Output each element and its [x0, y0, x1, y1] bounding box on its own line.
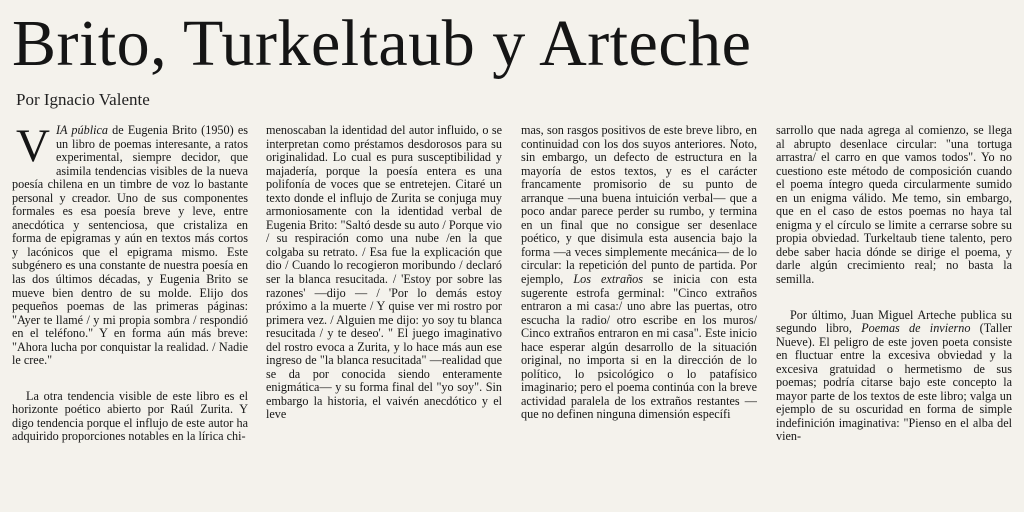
text-column-3: [521, 124, 757, 512]
text-column-2: [266, 124, 502, 512]
book-title-italic: IA pública: [55, 124, 108, 137]
paragraph: [12, 124, 248, 368]
paragraph: [776, 309, 1012, 444]
article-byline: Por Ignacio Valente: [16, 90, 150, 109]
paragraph: La otra tendencia visible de este libro es el horizonte poético abierto por Raúl Zurita. Y digo tendencia porque el influjo de este autor ha adquirido proporciones notables en la lírica chi-: [12, 388, 248, 444]
text-column-1: [12, 124, 248, 512]
paragraph-text: mas, son rasgos positivos de este breve libro, en continuidad con los dos suyos anteriores. Noto, sin embargo, un defecto de estructura en la mayoría de estos textos, y es el carácter francamente promisorio de su punto de arranque —una buena intuición verbal— que a poco andar parece perder su rumbo, y termina en un final que no consigue ser desenlace poético, y que disimula esta ausencia bajo la forma —a veces simplemente mecánica— de lo circular: la repetición del punto de partida. Por ejemplo,: [521, 124, 757, 287]
paragraph: menoscaban la identidad del autor influido, o se interpretan como préstamos desdorosos para su originalidad. Lo cual es pura susceptibilidad y majadería, porque la poesía entera es una polifonía de voces que se entretejen. Citaré un texto donde el influjo de Zurita se conjuga muy armoniosamente con la identidad verbal de Eugenia Brito: "Saltó desde su auto / Porque vio / su respiración como una nube /en la que colgaba su retrato. / Esa fue la explicación que dio / Cuando lo recogieron moribundo / declaró ser la blanca resucitada. / 'Estoy por sobre las razones' —dijo — / 'Por lo demás estoy próximo a la muerte / Y quise ver mi rostro por primera vez. / Alguien me dijo: yo soy tu blanca resucitada / y te deseo'. " El juego imaginativo del rostro evoca a Zurita, y lo hace más aun ese ingreso de "la blanca resucitada" —realidad que se da por conocida siendo enteramente enigmática— y su forma final del "yo soy". Sin embargo la historia, el vaivén anecdótico y el leve: [266, 124, 502, 422]
poem-title-italic: Los extraños: [573, 272, 643, 287]
text-column-4: [776, 124, 1012, 512]
paragraph-text: se inicia con esta sugerente estrofa germinal: "Cinco extraños entraron a mi casa:/ uno abre las puertas, otro escucha la radio/ otro escribe en los muros/ Cinco extraños entraron en mi casa". Este inicio hace esperar algún desarrollo de la situación original, no importa si en la dirección de lo político, lo psicológico o lo patafísico imaginario; pero el poema continúa con la breve actividad paralela de los extraños restantes —que no definen ninguna dimensión específi: [521, 272, 757, 422]
drop-cap: V: [16, 124, 50, 172]
paragraph-text: Por último, Juan Miguel Arteche publica su segundo libro,: [776, 307, 1012, 336]
paragraph-text: (Taller Nueve). El peligro de este joven poeta consiste en fluctuar entre la excesiva obviedad y la excesiva gratuidad o hermetismo de sus poemas; podría citarse bajo este concepto la mayor parte de los textos de este libro; valga un ejemplo de su oscuridad en forma de simple indefinición imaginativa: "Pienso en el alba del vien-: [776, 321, 1012, 444]
book-title-italic: Poemas de invierno: [861, 321, 971, 336]
article-headline: Brito, Turkeltaub y Arteche: [12, 7, 752, 80]
paragraph: [521, 124, 757, 422]
paragraph: sarrollo que nada agrega al comienzo, se llega al abrupto desenlace circular: "una tortuga arrastra/ el carro en que vamos todos". Yo no cuestiono este método de composición cuando el poema íntegro queda circularmente sumido en un enigma válido. Me temo, sin embargo, que en el caso de estos poemas no haya tal enigma y el círculo se limite a cerrarse sobre su propia obviedad. Turkeltaub tiene talento, pero debe saber hacia dónde se dirige el poema, y darle algún crecimiento real; no basta la semilla.: [776, 124, 1012, 287]
paragraph-text: de Eugenia Brito (1950) es un libro de poemas interesante, a ratos experimental, siempre decidor, que asimila tendencias visibles de la nueva poesía chilena en un timbre de voz lo bastante personal y creador. Uno de sus componentes formales es esa poesía breve y leve, entre anecdótica y sentenciosa, que cristaliza en forma de epigramas y aún en textos más cortos y lacónicos que el epigrama mismo. Este subgénero es una constante de nuestra poesía en las dos últimos décadas, y Eugenia Brito se mueve bien dentro de su molde. Elijo dos pequeños poemas de las primeras páginas: "Ayer te llamé / y mi propia sombra / respondió en el teléfono." Y en forma aún más breve: "Ahora lucha por conquistar la realidad. / Nadie le cree.": [12, 124, 248, 368]
